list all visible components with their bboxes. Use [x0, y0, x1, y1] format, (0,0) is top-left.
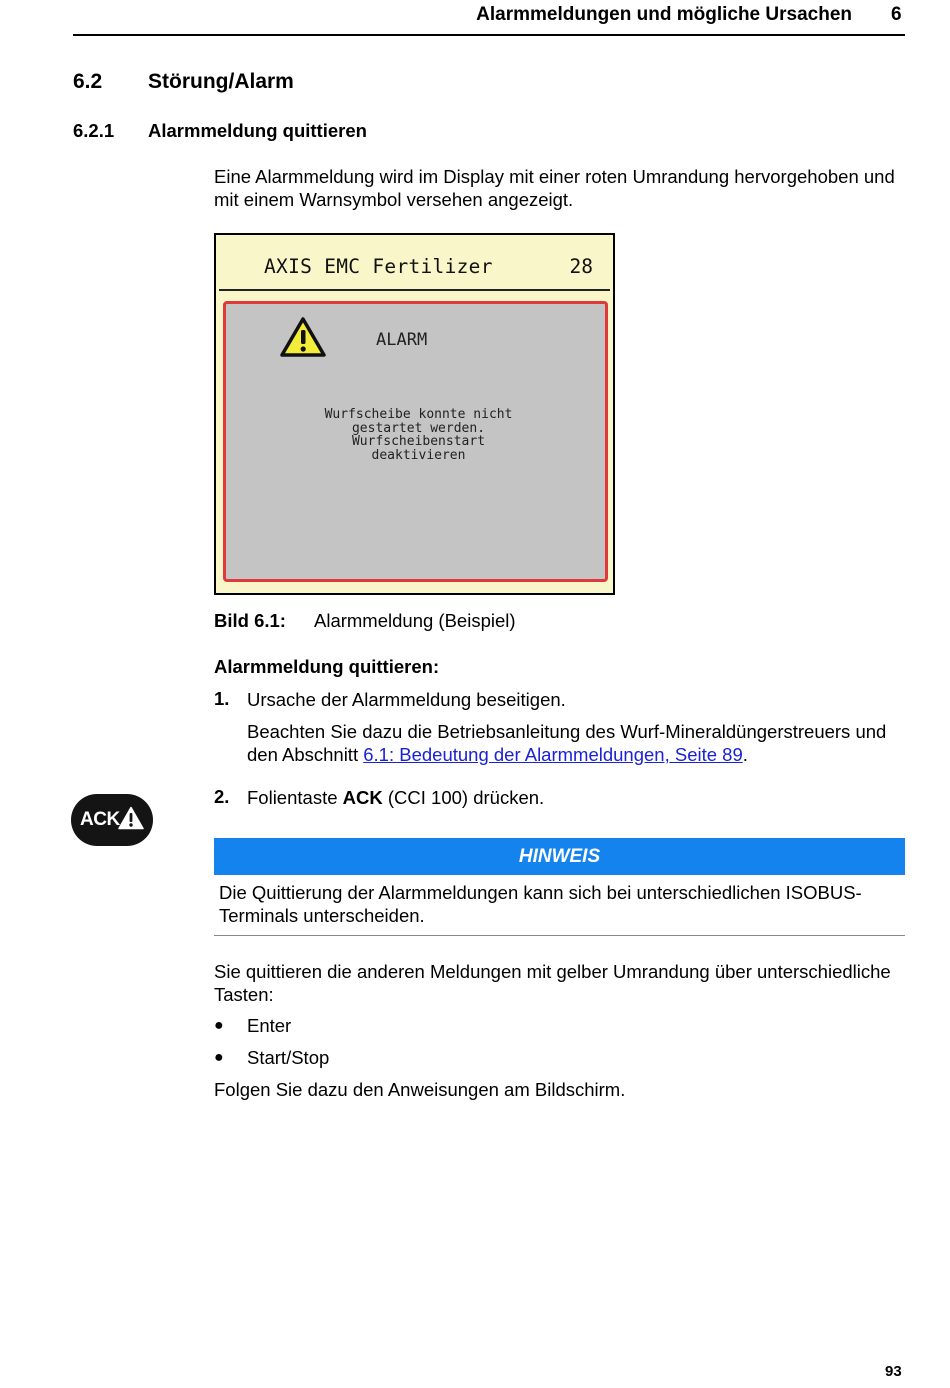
procedure-heading: Alarmmeldung quittieren:: [214, 656, 440, 677]
step-1-note-end: .: [742, 744, 748, 765]
page-number: 93: [885, 1363, 902, 1380]
hinweis-title-bar: HINWEIS: [214, 838, 905, 875]
alarm-message-box: [223, 301, 608, 582]
alarm-label: ALARM: [376, 330, 428, 350]
intro-paragraph: Eine Alarmmeldung wird im Display mit einer roten Umrandung hervorgehoben und mit einem Warnsymbol versehen angezeigt.: [214, 166, 895, 210]
step-1-number: 1.: [214, 688, 230, 709]
terminal-display-figure: [214, 233, 615, 595]
hinweis-text: Die Quittierung der Alarmmeldungen kann sich bei unterschiedlichen ISOBUS-Terminals unterscheiden.: [219, 882, 862, 926]
bullet-1-symbol: ●: [214, 1017, 224, 1034]
hinweis-bottom-rule: [214, 935, 905, 936]
ack-key-icon: [71, 794, 153, 846]
other-messages-paragraph: Sie quittieren die anderen Meldungen mit gelber Umrandung über unterschiedliche Tasten:: [214, 961, 891, 1005]
bullet-2-symbol: ●: [214, 1049, 224, 1066]
display-divider: [219, 289, 610, 291]
follow-instructions-paragraph: Folgen Sie dazu den Anweisungen am Bildschirm.: [214, 1079, 626, 1100]
subsection-number: 6.2.1: [73, 120, 115, 141]
subsection-title: Alarmmeldung quittieren: [148, 120, 367, 141]
step-1-text: Ursache der Alarmmeldung beseitigen.: [247, 689, 566, 710]
ack-key-label: ACK: [80, 809, 120, 830]
section-6-1-link[interactable]: 6.1: Bedeutung der Alarmmeldungen, Seite 89: [363, 744, 743, 765]
alarm-message-text: Wurfscheibe konnte nicht gestartet werden. Wurfscheibenstart deaktivieren: [324, 407, 513, 463]
bullet-2-text: Start/Stop: [247, 1047, 330, 1068]
warning-triangle-icon: [280, 316, 326, 358]
step-2-text: [247, 786, 907, 809]
step-2-text-end: (CCI 100) drücken.: [382, 787, 545, 808]
step-1-note: [247, 720, 907, 766]
section-number: 6.2: [73, 70, 103, 93]
figure-label: Bild 6.1:: [214, 610, 286, 631]
header-chapter-number: 6: [891, 4, 902, 25]
display-title: AXIS EMC Fertilizer: [264, 255, 493, 278]
figure-caption: Alarmmeldung (Beispiel): [314, 610, 516, 631]
step-2-number: 2.: [214, 786, 230, 807]
step-1-note-text: Beachten Sie dazu die Betriebsanleitung des Wurf-Mineraldüngerstreuers und den Abschnitt: [247, 721, 887, 765]
section-title: Störung/Alarm: [148, 70, 294, 93]
display-number: 28: [569, 255, 593, 278]
bullet-1-text: Enter: [247, 1015, 292, 1036]
header-title: Alarmmeldungen und mögliche Ursachen: [476, 4, 852, 25]
step-2-text-start: Folientaste: [247, 787, 343, 808]
ack-warning-triangle-icon: [118, 806, 144, 830]
header-rule: [73, 34, 905, 36]
step-2-key: ACK: [342, 787, 383, 808]
